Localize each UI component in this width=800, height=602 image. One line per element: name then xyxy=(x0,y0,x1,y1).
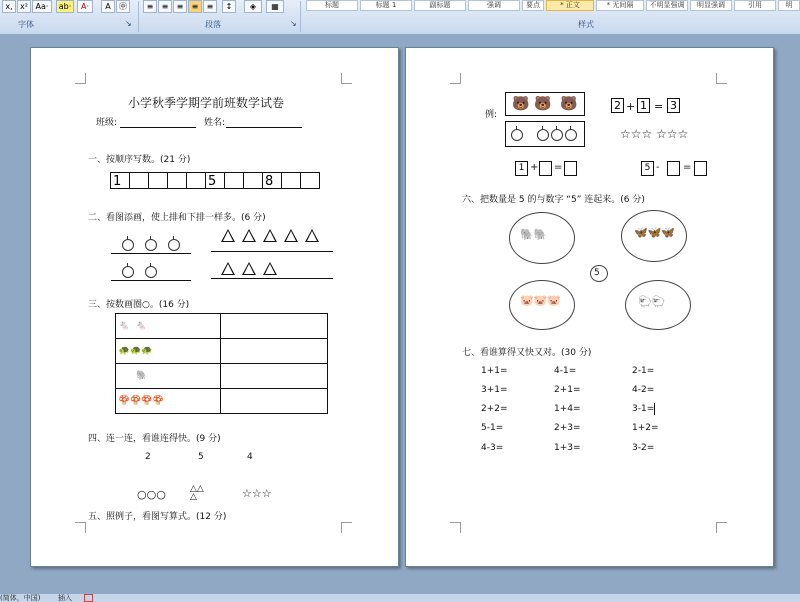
crop-mark xyxy=(716,73,727,84)
blank-eq-input[interactable] xyxy=(539,161,552,176)
calc-item[interactable]: 1+1= xyxy=(481,366,508,376)
seq-cell[interactable] xyxy=(129,172,149,189)
seq-cell[interactable] xyxy=(224,172,244,189)
question-7: 七、看谁算得又快又对。(30 分) xyxy=(462,348,592,358)
count-table xyxy=(115,313,328,414)
question-1: 一、按顺序写数。(21 分) xyxy=(88,155,191,165)
calc-item[interactable]: 2+2= xyxy=(481,404,508,414)
crop-mark xyxy=(341,73,352,84)
seq-cell[interactable]: 5 xyxy=(205,172,225,189)
stars-group[interactable]: ☆☆☆ xyxy=(242,487,272,500)
apple-icon xyxy=(168,239,180,251)
crop-mark xyxy=(75,522,86,533)
style-subtle-emphasis[interactable]: 不明显强调 xyxy=(646,0,688,11)
style-emphasis[interactable]: 强调 xyxy=(468,0,520,11)
seq-cell[interactable] xyxy=(300,172,320,189)
triangle-icon xyxy=(242,229,256,242)
example-eq-box: 2 xyxy=(611,98,624,113)
calc-item[interactable]: 2+1= xyxy=(554,385,581,395)
pigs-icon: 🐷🐷🐷 xyxy=(520,294,562,307)
match-number[interactable]: 2 xyxy=(145,452,151,462)
example-eq-op: = xyxy=(654,100,664,113)
seq-cell[interactable] xyxy=(167,172,187,189)
calc-item[interactable]: 1+2= xyxy=(632,423,659,433)
blank-eq-op: = xyxy=(683,162,692,173)
subscript-button[interactable]: x, xyxy=(2,0,16,13)
triangle-icon xyxy=(242,262,256,275)
ribbon xyxy=(0,0,800,35)
animals-icon: 🐘🐘 xyxy=(520,228,548,241)
style-subtitle[interactable]: 副标题 xyxy=(414,0,466,11)
calc-item[interactable]: 1+3= xyxy=(554,443,581,453)
blank-eq-input[interactable] xyxy=(564,161,577,176)
seq-cell[interactable] xyxy=(148,172,168,189)
sheep-icon: 🐑🐑 xyxy=(638,295,666,308)
number-sequence xyxy=(111,172,320,189)
font-dialog-launcher-icon[interactable]: ↘ xyxy=(125,19,132,28)
blank-eq-op: = xyxy=(554,162,563,173)
calc-item[interactable]: 3+1= xyxy=(481,385,508,395)
style-strong[interactable]: 要点 xyxy=(522,0,544,11)
triangle-icon xyxy=(284,229,298,242)
justify-icon[interactable]: ≡ xyxy=(188,0,202,13)
style-quote[interactable]: 引用 xyxy=(734,0,776,11)
group-styles-label: 样式 xyxy=(578,20,594,29)
font-color-button[interactable]: A· xyxy=(77,0,93,13)
style-intense-emphasis[interactable]: 明显强调 xyxy=(690,0,732,11)
mushrooms-picture: 🍄🍄🍄🍄 xyxy=(116,389,221,414)
seq-cell[interactable]: 8 xyxy=(262,172,282,189)
calc-item[interactable]: 4-3= xyxy=(481,443,504,453)
seq-cell[interactable] xyxy=(281,172,301,189)
blank-eq-input[interactable] xyxy=(694,161,707,176)
triangle-icon xyxy=(305,229,319,242)
triangles-group[interactable]: △△ △ xyxy=(190,484,204,502)
style-title[interactable]: 标题 xyxy=(306,0,358,11)
calc-item[interactable]: 4-2= xyxy=(632,385,655,395)
char-shading-button[interactable]: A xyxy=(101,0,115,13)
crop-mark xyxy=(75,73,86,84)
superscript-button[interactable]: x² xyxy=(17,0,31,13)
triangle-icon xyxy=(263,262,277,275)
butterflies-icon: 🦋🦋🦋 xyxy=(634,226,676,239)
apple-icon xyxy=(565,129,577,141)
apple-icon xyxy=(122,239,134,251)
triangle-icon xyxy=(221,229,235,242)
crop-mark xyxy=(341,522,352,533)
row-line xyxy=(211,278,333,279)
style-heading1[interactable]: 标题 1 xyxy=(360,0,412,11)
apple-icon xyxy=(145,266,157,278)
text-cursor xyxy=(654,403,655,415)
line-spacing-icon[interactable]: ↕ xyxy=(222,0,236,13)
group-paragraph-label: 段落 xyxy=(205,20,221,29)
class-line[interactable] xyxy=(120,127,196,128)
elephant-picture: 🐘 xyxy=(116,364,221,389)
blank-eq-input[interactable] xyxy=(667,161,680,176)
question-4: 四、连一连，看谁连得快。(9 分) xyxy=(88,434,221,444)
bears-picture: 🐻 🐻 🐻 xyxy=(505,92,585,116)
style-no-spacing[interactable]: * 无间隔 xyxy=(596,0,644,11)
highlight-button[interactable]: ab· xyxy=(56,0,74,13)
row-line xyxy=(211,251,333,252)
enclose-char-button[interactable]: ㊥ xyxy=(116,0,130,13)
borders-icon[interactable]: ▦ xyxy=(266,0,284,13)
calc-item[interactable]: 5-1= xyxy=(481,423,504,433)
mice-picture: 🐁 🐁 xyxy=(116,314,221,339)
seq-cell[interactable] xyxy=(186,172,206,189)
separator xyxy=(138,1,139,32)
example-eq-box: 3 xyxy=(667,98,680,113)
page-title: 小学秋季学期学前班数学试卷 xyxy=(128,96,285,110)
question-2: 二、看图添画，使上排和下排一样多。(6 分) xyxy=(88,213,266,223)
language-indicator[interactable]: (简体，中国) xyxy=(0,594,41,602)
answer-cell[interactable] xyxy=(221,364,328,389)
crop-mark xyxy=(450,73,461,84)
example-label: 例: xyxy=(485,110,498,120)
insert-mode-indicator[interactable]: 插入 xyxy=(58,594,72,602)
apple-icon xyxy=(511,129,523,141)
style-more[interactable]: 明 xyxy=(778,0,800,11)
apple-icon xyxy=(122,266,134,278)
calc-item[interactable]: 2-1= xyxy=(632,366,655,376)
triangle-icon xyxy=(263,229,277,242)
crop-mark xyxy=(716,522,727,533)
change-case-button[interactable]: Aa· xyxy=(32,0,52,13)
apple-icon xyxy=(551,129,563,141)
triangle-icon xyxy=(221,262,235,275)
match-number[interactable]: 5 xyxy=(198,452,204,462)
calc-item[interactable]: 3-1= xyxy=(632,404,655,414)
stars-row: ☆☆☆ ☆☆☆ xyxy=(620,127,689,141)
name-line[interactable] xyxy=(226,127,302,128)
calc-item[interactable]: 1+4= xyxy=(554,404,581,414)
name-label: 姓名: xyxy=(204,118,226,128)
paragraph-dialog-launcher-icon[interactable]: ↘ xyxy=(290,19,297,28)
shading-icon[interactable]: ◈ xyxy=(244,0,262,13)
align-left-icon[interactable]: ≡ xyxy=(143,0,157,13)
blank-eq-box: 1 xyxy=(515,161,528,176)
answer-cell[interactable] xyxy=(221,314,328,339)
center-number: 5 xyxy=(594,268,600,278)
example-eq-op: + xyxy=(626,100,636,113)
blank-eq-op: + xyxy=(530,162,539,173)
page-2 xyxy=(405,47,774,567)
group-font-label: 字体 xyxy=(18,20,34,29)
blank-eq-op: - xyxy=(656,162,660,173)
apple-icon xyxy=(145,239,157,251)
distributed-icon[interactable]: ≡ xyxy=(203,0,217,13)
example-eq-box: 1 xyxy=(637,98,650,113)
question-5: 五、照例子，看图写算式。(12 分) xyxy=(88,512,227,522)
separator xyxy=(300,1,301,32)
calc-item[interactable]: 4-1= xyxy=(554,366,577,376)
style-normal[interactable]: * 正文 xyxy=(546,0,594,11)
seq-cell[interactable] xyxy=(243,172,263,189)
calc-item[interactable]: 3-2= xyxy=(632,443,655,453)
answer-cell[interactable] xyxy=(221,389,328,414)
align-center-icon[interactable]: ≡ xyxy=(158,0,172,13)
row-line xyxy=(111,253,191,254)
crop-mark xyxy=(450,522,461,533)
class-label: 班级: xyxy=(96,118,118,128)
align-right-icon[interactable]: ≡ xyxy=(173,0,187,13)
question-3: 三、按数画圈○。(16 分) xyxy=(88,300,190,310)
answer-cell[interactable] xyxy=(221,339,328,364)
circles-group[interactable]: ○○○ xyxy=(137,488,166,501)
row-line xyxy=(111,280,191,281)
seq-cell[interactable]: 1 xyxy=(110,172,130,189)
calc-item[interactable]: 2+3= xyxy=(554,423,581,433)
blank-eq-box: 5 xyxy=(641,161,654,176)
match-number[interactable]: 4 xyxy=(247,452,253,462)
apple-icon xyxy=(537,129,549,141)
question-6: 六、把数量是 5 的与数字 “5” 连起来。(6 分) xyxy=(462,195,645,205)
turtles-picture: 🐢🐢🐢 xyxy=(116,339,221,364)
